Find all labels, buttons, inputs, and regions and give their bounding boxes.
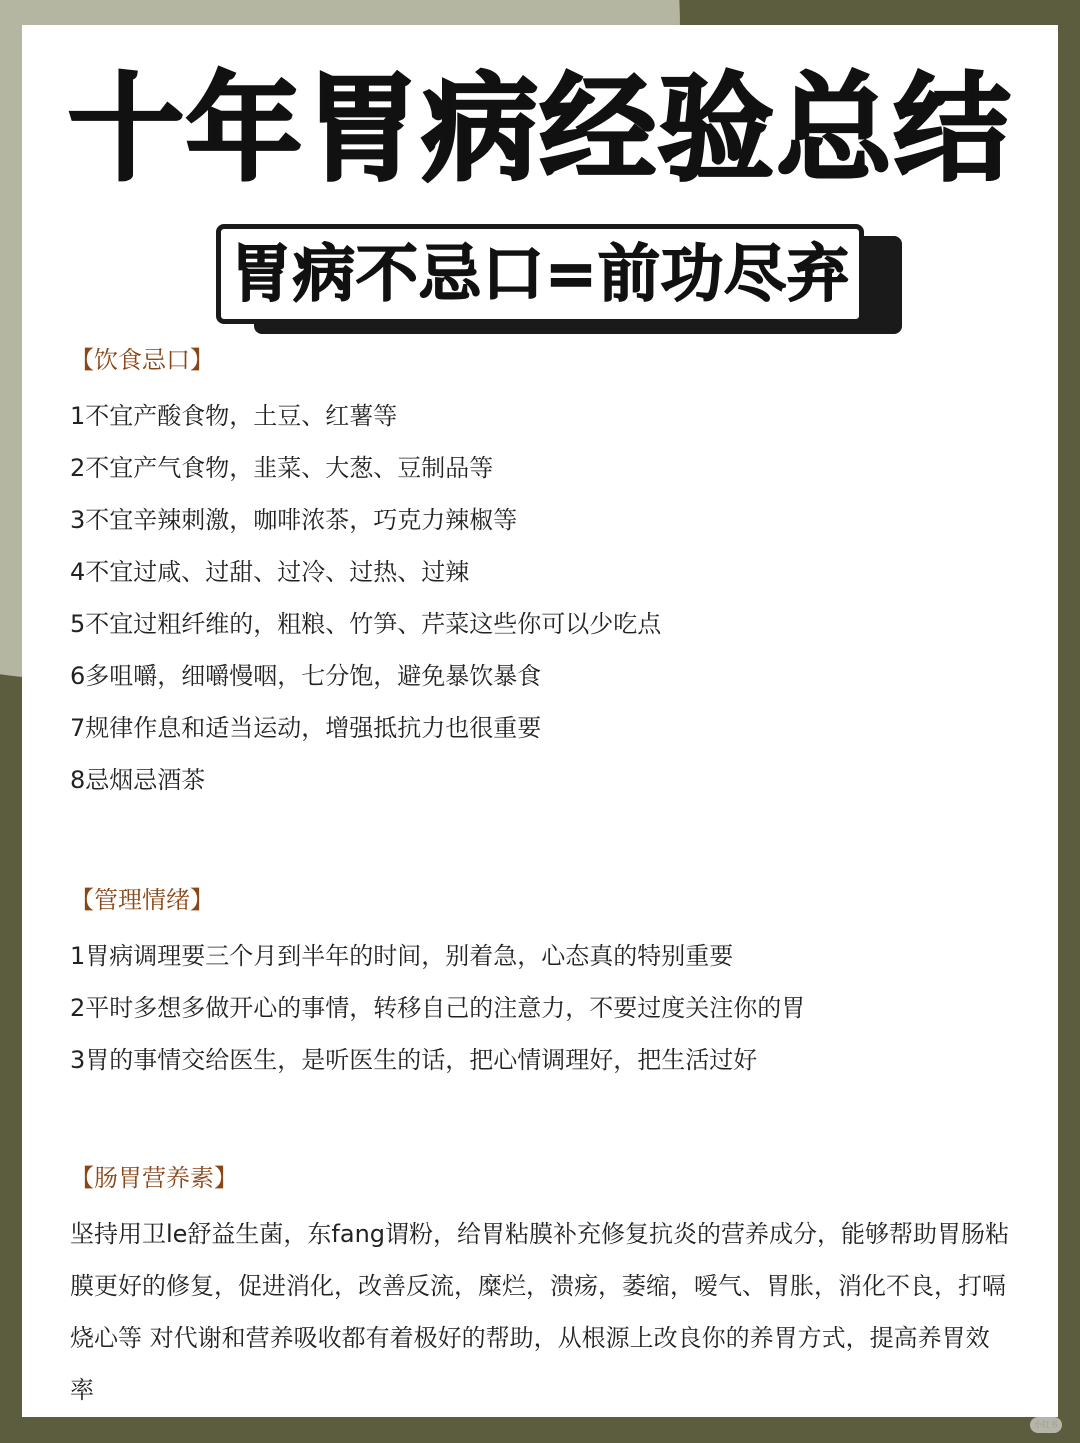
section-heading: 【肠胃营养素】 [70,1164,238,1192]
list-item: 8忌烟忌酒茶 [70,766,206,794]
list-item: 2不宜产气食物，韭菜、大葱、豆制品等 [70,454,494,482]
page-title: 十年胃病经验总结 [68,62,1012,197]
subtitle-banner [216,224,864,324]
list-item: 7规律作息和适当运动，增强抵抗力也很重要 [70,714,542,742]
list-item: 2平时多想多做开心的事情，转移自己的注意力，不要过度关注你的胃 [70,994,806,1022]
section-emotion [70,878,1020,1086]
list-item: 4不宜过咸、过甜、过冷、过热、过辣 [70,558,470,586]
section-heading: 【管理情绪】 [70,886,214,914]
list-item: 3不宜辛辣刺激，咖啡浓茶，巧克力辣椒等 [70,506,518,534]
subtitle-text: 胃病不忌口=前功尽弃 [230,237,850,310]
article-body [70,338,1020,1416]
watermark-logo: 小红书 [1030,1417,1062,1433]
list-item: 1不宜产酸食物，土豆、红薯等 [70,402,398,430]
list-item: 1胃病调理要三个月到半年的时间，别着急，心态真的特别重要 [70,942,734,970]
nutrition-paragraph: 坚持用卫le舒益生菌，东fang谓粉，给胃粘膜补充修复抗炎的营养成分，能够帮助胃肠粘膜更好的修复，促进消化，改善反流，糜烂，溃疡，萎缩，嗳气、胃胀，消化不良，打嗝烧心等 对代谢和营养吸收都有着极好的帮助，从根源上改良你的养胃方式，提高养胃效率 [70,1220,1010,1404]
section-nutrition [70,1156,1020,1416]
list-item: 3胃的事情交给医生，是听医生的话，把心情调理好，把生活过好 [70,1046,758,1074]
section-heading: 【饮食忌口】 [70,346,214,374]
section-diet [70,338,1020,806]
list-item: 6多咀嚼，细嚼慢咽，七分饱，避免暴饮暴食 [70,662,542,690]
list-item: 5不宜过粗纤维的，粗粮、竹笋、芹菜这些你可以少吃点 [70,610,662,638]
